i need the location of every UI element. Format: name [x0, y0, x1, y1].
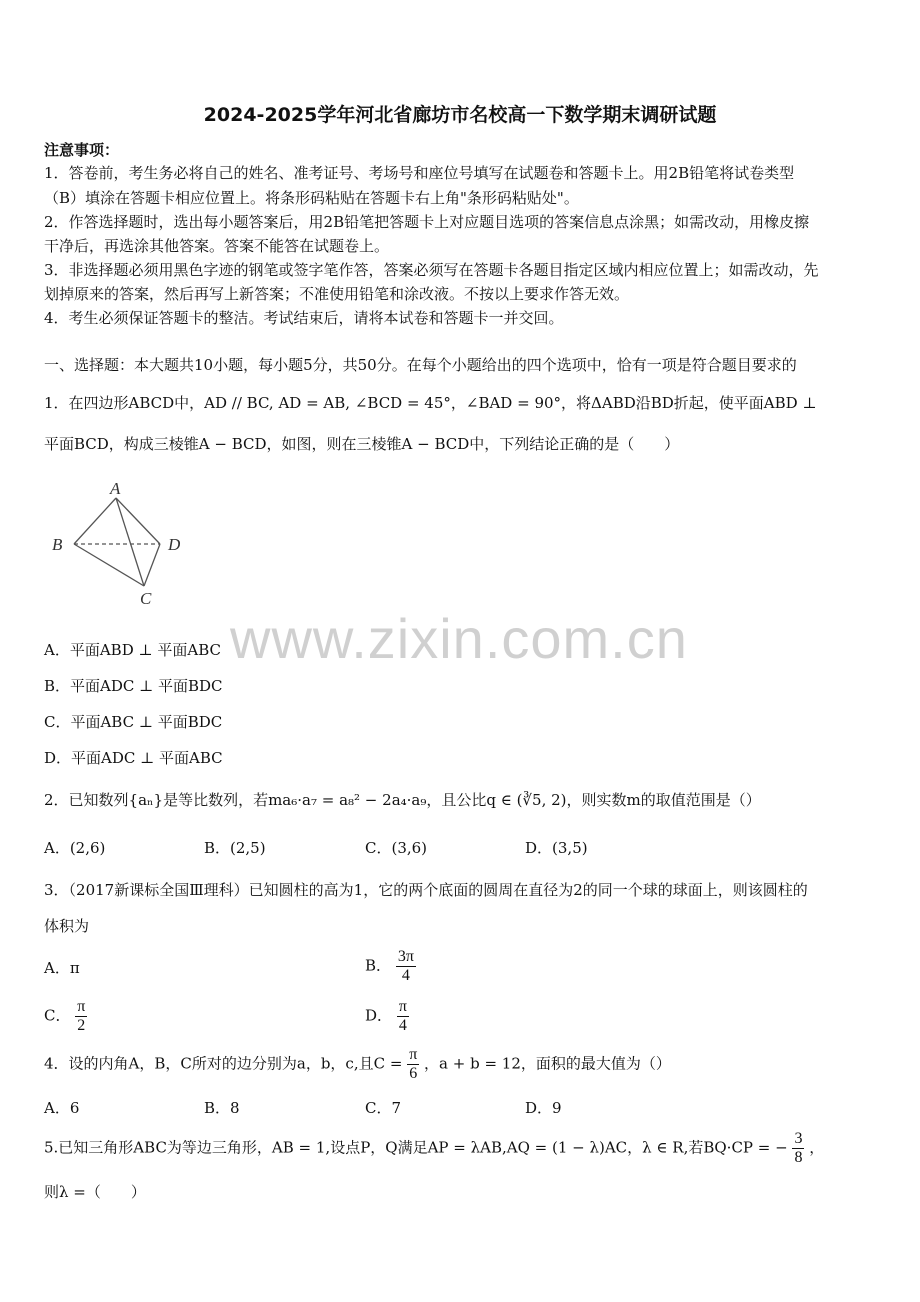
- fraction-denominator: 2: [77, 1017, 86, 1034]
- notice-line: 干净后，再选涂其他答案。答案不能答在试题卷上。: [44, 237, 390, 255]
- q3-option-d-fraction: [397, 998, 409, 1035]
- fraction-numerator: 3π: [397, 948, 414, 965]
- notice-line: 4．考生必须保证答题卡的整洁。考试结束后，请将本试卷和答题卡一并交回。: [44, 309, 564, 327]
- q3-stem-line1: 3．（2017新课标全国Ⅲ理科）已知圆柱的高为1，它的两个底面的圆周在直径为2的同一个球的球面上，则该圆柱的: [44, 881, 808, 899]
- q3-option-c-label: C．: [44, 1006, 71, 1025]
- q1-stem-line1: 1．在四边形ABCD中，AD // BC, AD = AB, ∠BCD = 45°，∠BAD = 90°，将ΔABD沿BD折起，使平面ABD ⊥: [44, 394, 817, 412]
- q5-stem-pre: 5.已知三角形ABC为等边三角形，AB = 1,设点P，Q满足AP = λAB,AQ = (1 − λ)AC，λ ∈ R,若BQ·CP = −: [44, 1138, 788, 1157]
- fraction-denominator: 8: [794, 1149, 803, 1166]
- q1-option-b: B．平面ADC ⊥ 平面BDC: [44, 677, 223, 695]
- q1-option-c: C．平面ABC ⊥ 平面BDC: [44, 713, 223, 731]
- vertex-label-c: C: [140, 589, 152, 608]
- q3-option-d-label: D．: [365, 1006, 393, 1025]
- notice-line: 3．非选择题必须用黑色字迹的钢笔或签字笔作答，答案必须写在答题卡各题目指定区域内相应位置上；如需改动，先: [44, 261, 819, 279]
- q2-option-a: A．(2,6): [44, 839, 106, 857]
- q4-stem-post: ，a + b = 12，面积的最大值为（）: [424, 1054, 671, 1073]
- notice-line: 2．作答选择题时，选出每小题答案后，用2B铅笔把答题卡上对应题目选项的答案信息点涂黑；如需改动，用橡皮擦: [44, 213, 810, 231]
- q4-stem-pre: 4．设的内角A，B，C所对的边分别为a，b，c,且C =: [44, 1054, 403, 1073]
- q4-option-d: D．9: [525, 1099, 562, 1117]
- watermark: www.zixin.com.cn: [230, 607, 688, 670]
- q4-option-b: B．8: [204, 1099, 240, 1117]
- q3-option-d: [365, 998, 409, 1035]
- page-title: 2024-2025学年河北省廊坊市名校高一下数学期末调研试题: [203, 104, 717, 126]
- vertex-label-d: D: [168, 535, 181, 554]
- q5-fraction: [792, 1130, 804, 1167]
- q1-stem-line2: 平面BCD，构成三棱锥A − BCD，如图，则在三棱锥A − BCD中，下列结论正确的是（ ）: [44, 435, 680, 453]
- fraction-denominator: 4: [401, 967, 410, 984]
- q3-option-c-fraction: [75, 998, 87, 1035]
- fraction-numerator: 3: [794, 1130, 803, 1147]
- q3-option-a: A．π: [44, 959, 80, 977]
- fraction-numerator: π: [77, 998, 86, 1015]
- q3-option-b-fraction: [396, 948, 416, 985]
- section-heading: 一、选择题：本大题共10小题，每小题5分，共50分。在每个小题给出的四个选项中，恰有一项是符合题目要求的: [44, 356, 797, 374]
- q5-stem: [44, 1130, 824, 1167]
- fraction-denominator: 6: [409, 1065, 418, 1082]
- notice-line: （B）填涂在答题卡相应位置上。将条形码粘贴在答题卡右上角"条形码粘贴处"。: [44, 189, 579, 207]
- q2-stem: 2．已知数列{aₙ}是等比数列，若ma₆·a₇ = a₈² − 2a₄·a₉，且公比q ∈ (∛5, 2)，则实数m的取值范围是（）: [44, 791, 761, 809]
- q5-stem-line2: 则λ =（ ）: [44, 1183, 146, 1201]
- q3-option-c: [44, 998, 87, 1035]
- q3-option-b: [365, 948, 416, 985]
- q3-stem-line2: 体积为: [44, 917, 90, 935]
- vertex-label-a: A: [110, 479, 121, 498]
- fraction-numerator: π: [398, 998, 407, 1015]
- q4-option-c: C．7: [365, 1099, 402, 1117]
- q2-option-b: B．(2,5): [204, 839, 266, 857]
- fraction-denominator: 4: [398, 1017, 407, 1034]
- q4-option-a: A．6: [44, 1099, 80, 1117]
- vertex-label-b: B: [52, 535, 63, 554]
- fraction-numerator: π: [409, 1046, 418, 1063]
- tetrahedron-figure: [44, 474, 194, 610]
- q1-option-d: D．平面ADC ⊥ 平面ABC: [44, 749, 223, 767]
- notice-heading: 注意事项：: [44, 141, 120, 159]
- q1-option-a: A．平面ABD ⊥ 平面ABC: [44, 641, 221, 659]
- q2-option-c: C．(3,6): [365, 839, 428, 857]
- notice-line: 1．答卷前，考生务必将自己的姓名、准考证号、考场号和座位号填写在试题卷和答题卡上。用2B铅笔将试卷类型: [44, 164, 795, 182]
- q4-angle-fraction: [407, 1046, 419, 1083]
- q3-option-b-label: B．: [365, 956, 392, 975]
- q4-stem: [44, 1046, 671, 1083]
- q5-stem-post: ，: [809, 1138, 825, 1157]
- notice-line: 划掉原来的答案，然后再写上新答案；不准使用铅笔和涂改液。不按以上要求作答无效。: [44, 285, 630, 303]
- q2-option-d: D．(3,5): [525, 839, 588, 857]
